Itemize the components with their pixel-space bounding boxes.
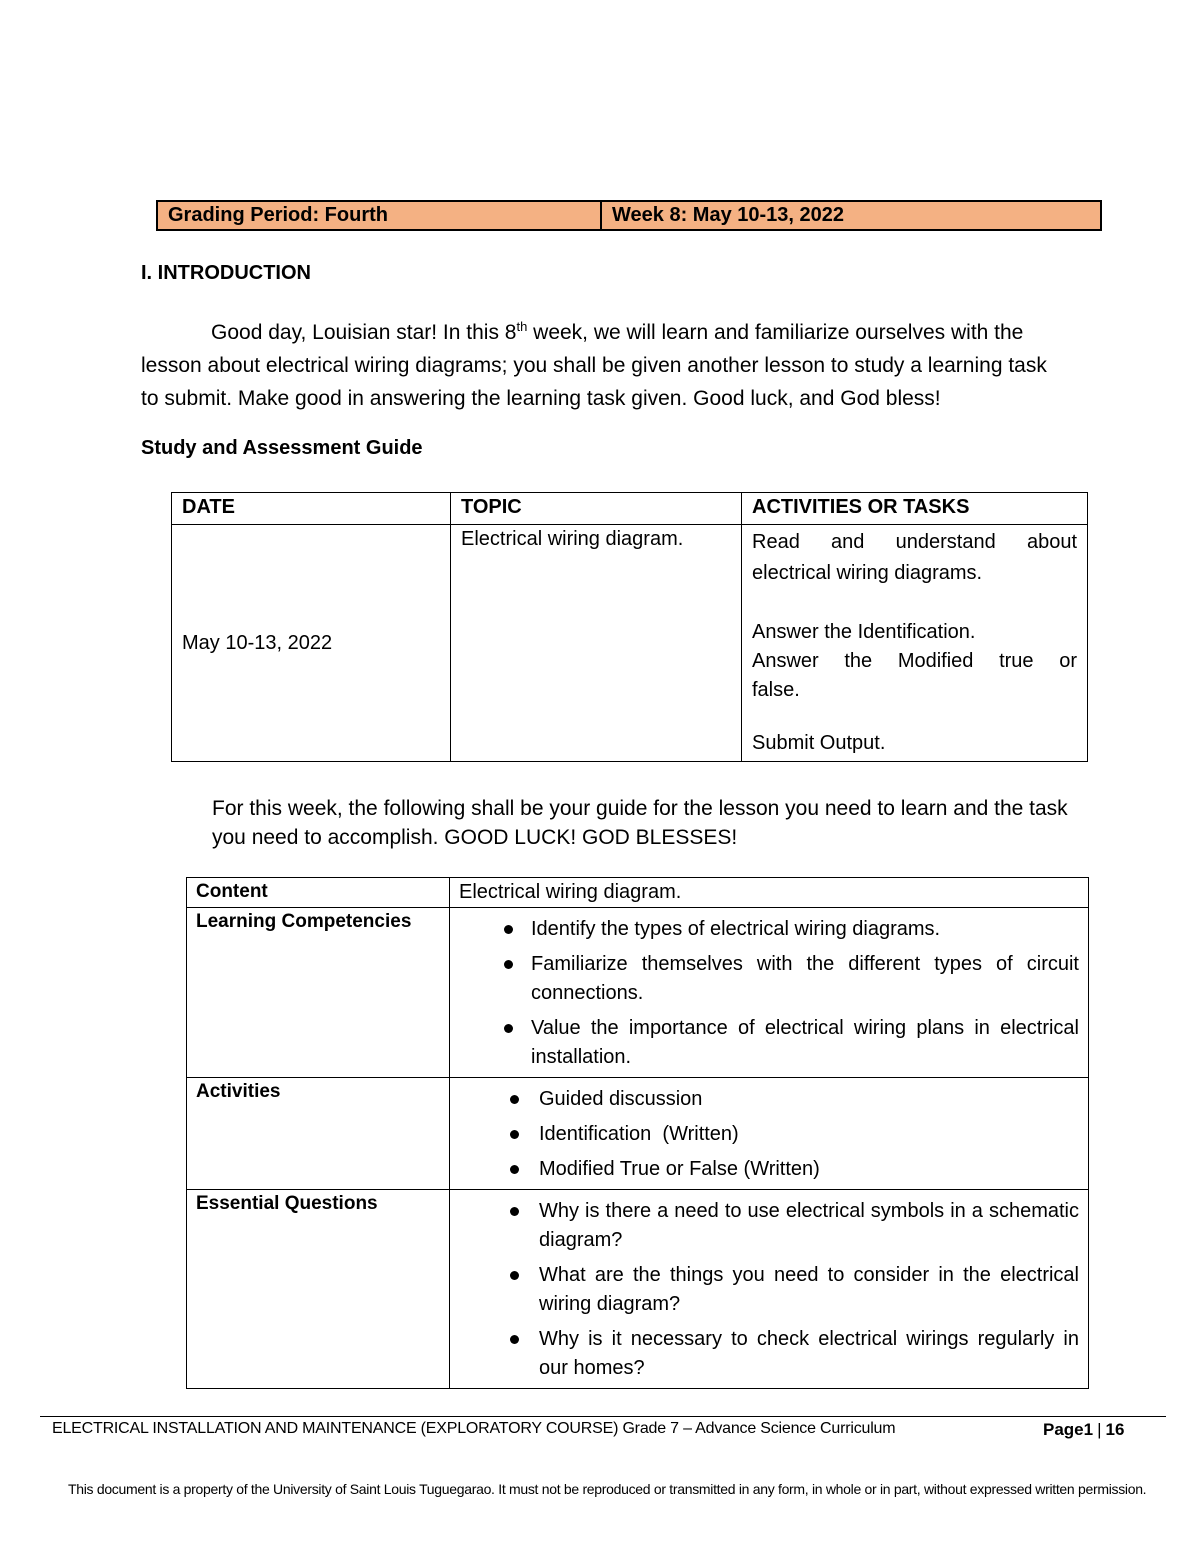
topic-cell: Electrical wiring diagram.: [451, 525, 742, 762]
competencies-list: [459, 911, 1079, 1074]
introduction-paragraph: [141, 316, 1066, 415]
date-cell: May 10-13, 2022: [172, 525, 451, 762]
study-table-row: [172, 525, 1088, 762]
activities-cell: [450, 1078, 1089, 1190]
intro-text-start: Good day, Louisian star! In this 8: [211, 321, 517, 344]
task-submit: Submit Output.: [752, 732, 886, 754]
list-item: Identify the types of electrical wiring diagrams.: [459, 915, 1079, 944]
content-label: Content: [187, 878, 450, 908]
task-identification: Answer the Identification.: [752, 621, 976, 643]
header-date: DATE: [172, 493, 451, 525]
questions-cell: [450, 1190, 1089, 1389]
competencies-row: [187, 908, 1089, 1078]
page-separator: |: [1097, 1420, 1102, 1439]
bullet-icon: [510, 1130, 519, 1139]
tasks-cell: [742, 525, 1088, 762]
header-activities: ACTIVITIES OR TASKS: [742, 493, 1088, 525]
total-pages: 16: [1105, 1420, 1125, 1439]
task-true-false-line2: false.: [752, 679, 800, 701]
list-item: What are the things you need to consider in the electrical wiring diagram?: [459, 1261, 1079, 1319]
content-row: [187, 878, 1089, 908]
section-title: I. INTRODUCTION: [141, 262, 311, 284]
footer-course-title: ELECTRICAL INSTALLATION AND MAINTENANCE (EXPLORATORY COURSE) Grade 7 – Advance Science Curriculum: [52, 1420, 896, 1437]
content-value: Electrical wiring diagram.: [450, 878, 1089, 908]
intro-text-end: week, we will learn and familiarize ourselves with the lesson about electrical wiring diagrams; you shall be given another lesson to study a learning task to submit. Make good in answering the learning task given. Good luck, and God bless!: [141, 321, 1047, 410]
competencies-cell: [450, 908, 1089, 1078]
grading-period-bar: [156, 200, 1102, 231]
list-item: Why is there a need to use electrical symbols in a schematic diagram?: [459, 1197, 1079, 1255]
bullet-icon: [504, 925, 513, 934]
questions-list: [459, 1193, 1079, 1385]
task-read-line2: electrical wiring diagrams.: [752, 562, 983, 584]
list-item: Value the importance of electrical wiring plans in electrical installation.: [459, 1014, 1079, 1072]
grading-period-label: Grading Period: Fourth: [158, 202, 602, 229]
list-item: Identification (Written): [459, 1120, 1079, 1149]
study-assessment-table: [171, 492, 1088, 762]
study-guide-title: Study and Assessment Guide: [141, 437, 423, 459]
task-true-false-line1: Answer the Modified true or: [752, 650, 1077, 672]
bullet-icon: [510, 1271, 519, 1280]
bullet-icon: [504, 1024, 513, 1033]
bullet-icon: [510, 1095, 519, 1104]
questions-label: Essential Questions: [187, 1190, 450, 1389]
bullet-icon: [510, 1335, 519, 1344]
copyright-notice: This document is a property of the University of Saint Louis Tuguegarao. It must not be reproduced or transmitted in any form, in whole or in part, without expressed written permission.: [68, 1481, 1147, 1497]
task-read-line1: Read and understand about: [752, 531, 1077, 553]
activities-list: [459, 1081, 1079, 1186]
questions-row: [187, 1190, 1089, 1389]
activities-row: [187, 1078, 1089, 1190]
list-item: Familiarize themselves with the different types of circuit connections.: [459, 950, 1079, 1008]
bullet-icon: [504, 960, 513, 969]
list-item: Guided discussion: [459, 1085, 1079, 1114]
list-item: Modified True or False (Written): [459, 1155, 1079, 1184]
header-topic: TOPIC: [451, 493, 742, 525]
week-label: Week 8: May 10-13, 2022: [612, 204, 845, 226]
footer-page-number: [1043, 1420, 1124, 1440]
activities-label: Activities: [187, 1078, 450, 1190]
guide-text: For this week, the following shall be your guide for the lesson you need to learn and the task you need to accomplish. GOOD LUCK! GOD BLESSES!: [212, 797, 1068, 849]
competency-table: [186, 877, 1089, 1389]
competencies-label: Learning Competencies: [187, 908, 450, 1078]
footer-divider: [40, 1416, 1166, 1417]
study-table-header-row: [172, 493, 1088, 525]
page-label: Page1: [1043, 1420, 1094, 1439]
bullet-icon: [510, 1207, 519, 1216]
intro-superscript: th: [516, 319, 528, 334]
bullet-icon: [510, 1165, 519, 1174]
list-item: Why is it necessary to check electrical wirings regularly in our homes?: [459, 1325, 1079, 1383]
